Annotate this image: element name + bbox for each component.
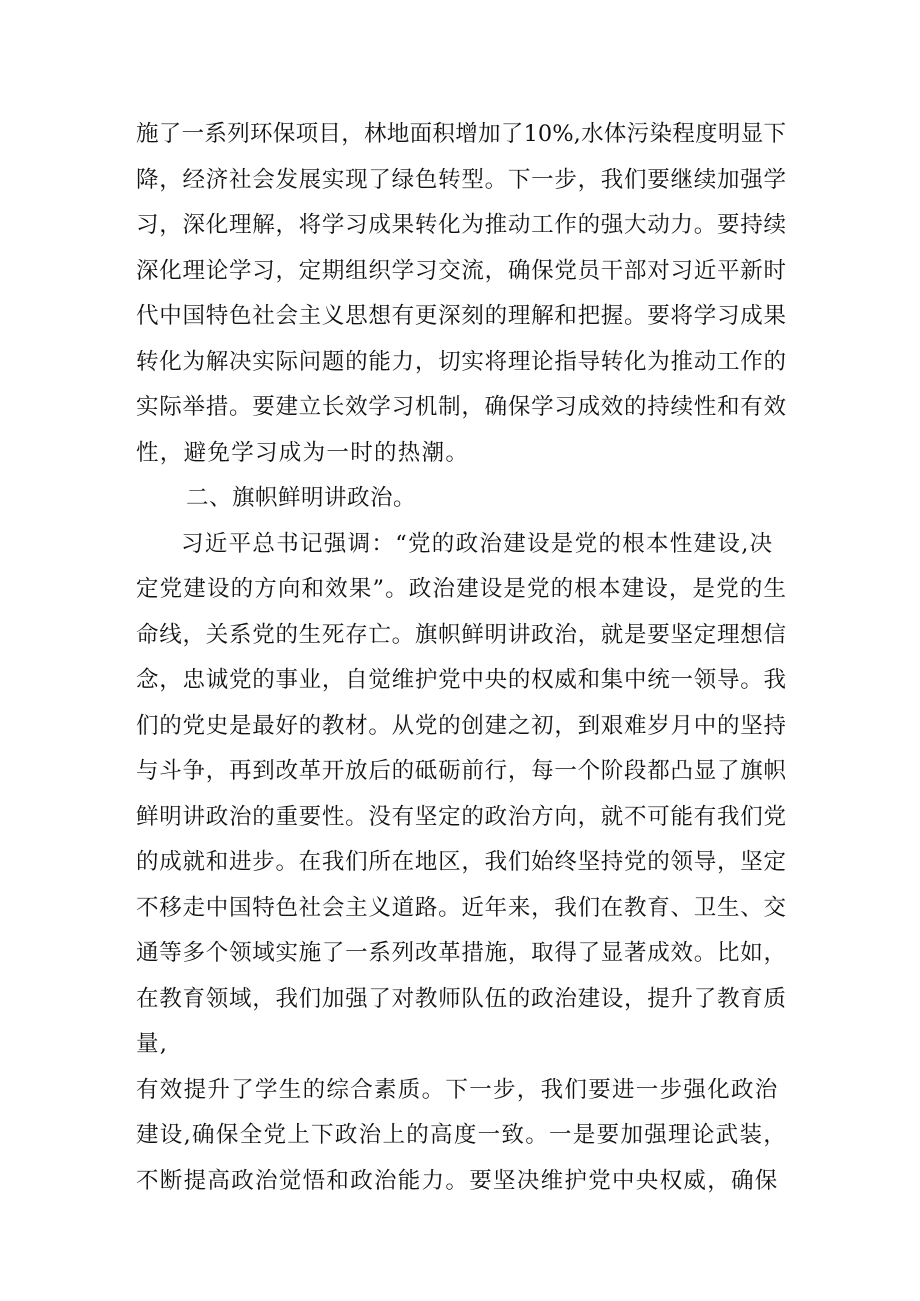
paragraph-line: 量, (136, 1031, 169, 1057)
paragraph-line: 与斗争，再到改革开放后的砥砺前行，每一个阶段都凸显了旗帜 (136, 758, 786, 784)
paragraph-line: 通等多个领域实施了一系列改革措施，取得了显著成效。比如， (136, 940, 786, 966)
paragraph-line: 命线，关系党的生死存亡。旗帜鲜明讲政治，就是要坚定理想信 (136, 621, 786, 648)
paragraph-line: 不断提高政治觉悟和政治能力。要坚决维护党中央权威，确保 (136, 1167, 779, 1194)
paragraph-line: 不移走中国特色社会主义道路。近年来，我们在教育、卫生、交 (136, 894, 786, 921)
paragraph-line: 定党建设的方向和效果”。政治建设是党的根本建设，是党的生 (136, 576, 786, 602)
paragraph-line: 习，深化理解，将学习成果转化为推动工作的强大动力。要持续 (136, 212, 786, 238)
document-page (136, 112, 786, 1204)
paragraph-line: 有效提升了学生的综合素质。下一步，我们要进一步强化政治 (136, 1076, 779, 1103)
paragraph-line: 鲜明讲政治的重要性。没有坚定的政治方向，就不可能有我们党 (136, 803, 786, 830)
paragraph-line: 实际举措。要建立长效学习机制，确保学习成效的持续性和有效 (136, 394, 786, 420)
paragraph-line: 转化为解决实际问题的能力，切实将理论指导转化为推动工作的 (136, 348, 786, 375)
section-heading: 二、旗帜鲜明讲政治。 (186, 485, 417, 511)
paragraph-line: 们的党史是最好的教材。从党的创建之初，到艰难岁月中的坚持 (136, 712, 786, 739)
paragraph-line: 在教育领域，我们加强了对教师队伍的政治建设，提升了教育质 (136, 985, 786, 1012)
paragraph-line: 性，避免学习成为一时的热潮。 (136, 439, 470, 466)
paragraph-line: 的成就和进步。在我们所在地区，我们始终坚持党的领导，坚定 (136, 849, 786, 875)
paragraph-line: 习近平总书记强调：“党的政治建设是党的根本性建设,决 (181, 530, 774, 557)
paragraph-line: 深化理论学习，定期组织学习交流，确保党员干部对习近平新时 (136, 257, 786, 284)
paragraph-line: 降，经济社会发展实现了绿色转型。下一步，我们要继续加强学 (136, 166, 786, 193)
paragraph-line: 施了一系列环保项目，林地面积增加了10%,水体污染程度明显下 (136, 121, 786, 147)
paragraph-line: 代中国特色社会主义思想有更深刻的理解和把握。要将学习成果 (136, 303, 786, 329)
paragraph-line: 念，忠诚党的事业，自觉维护党中央的权威和集中统一领导。我 (136, 667, 786, 693)
paragraph-line: 建设,确保全党上下政治上的高度一致。一是要加强理论武装， (136, 1122, 788, 1148)
